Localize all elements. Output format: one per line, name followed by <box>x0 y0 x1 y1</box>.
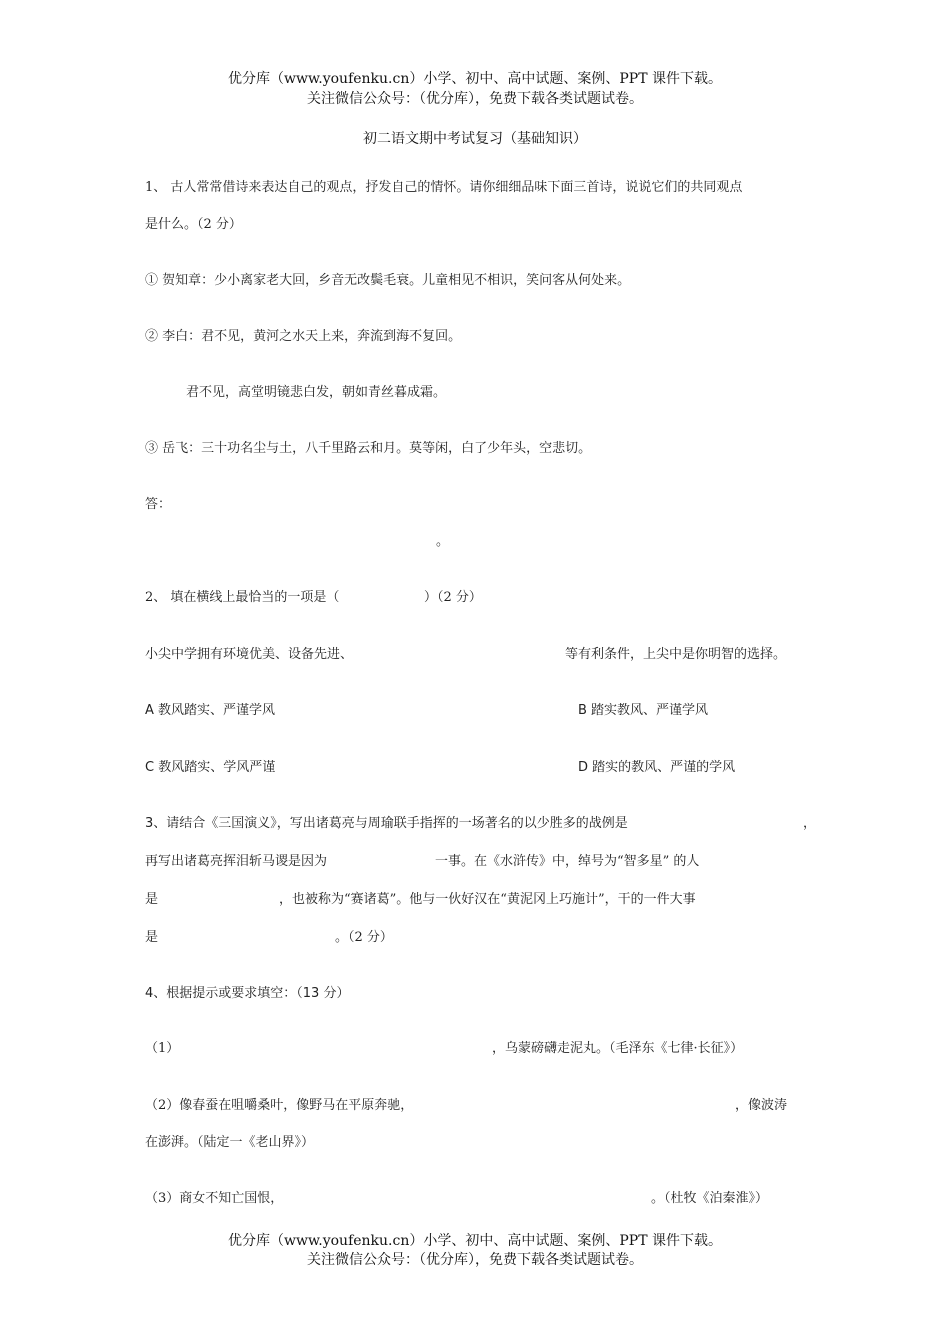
q4-item-2-start: （2）像春蚕在咀嚼桑叶，像野马在平原奔驰， <box>145 1098 414 1113</box>
q1-poem-2b: 君不见，高堂明镜悲白发，朝如青丝暮成霜。 <box>186 385 447 400</box>
header-line-1: 优分库（www.youfenku.cn）小学、初中、高中试题、案例、PPT 课件下载。 <box>227 71 722 87</box>
q2-sentence-start: 小尖中学拥有环境优美、设备先进、 <box>145 647 354 662</box>
q2-option-a: A 教风踏实、严谨学风 <box>145 703 276 718</box>
q3-line-4: 是 <box>145 930 159 945</box>
footer-line-1: 优分库（www.youfenku.cn）小学、初中、高中试题、案例、PPT 课件下载。 <box>227 1233 722 1249</box>
q3-line-1: 3、请结合《三国演义》，写出诸葛亮与周瑜联手指挥的一场著名的以少胜多的战例是 <box>145 816 628 831</box>
q4-item-1-text: ，乌蒙磅礴走泥丸。（毛泽东《七律·长征》） <box>492 1041 744 1056</box>
q2-sentence-end: 等有利条件，上尖中是你明智的选择。 <box>565 647 787 662</box>
q2-option-c: C 教风踏实、学风严谨 <box>145 760 276 775</box>
page-title: 初二语文期中考试复习（基础知识） <box>363 131 587 147</box>
q1-answer-end: 。 <box>436 534 450 549</box>
q4-item-2-mid: ，像波涛 <box>735 1098 788 1113</box>
q3-line-2: 再写出诸葛亮挥泪斩马谡是因为 <box>145 854 328 869</box>
q2-stem-end: ）（2 分） <box>424 590 482 605</box>
q1-stem-line-1: 1、 古人常常借诗来表达自己的观点，抒发自己的情怀。请你细细品味下面三首诗，说说它们的共同观点 <box>145 180 743 195</box>
q1-poem-1: ① 贺知章：少小离家老大回，乡音无改鬓毛衰。儿童相见不相识，笑问客从何处来。 <box>145 273 631 288</box>
q1-answer-label: 答： <box>145 497 172 512</box>
q1-stem-line-2: 是什么。（2 分） <box>145 217 242 232</box>
q3-line-1-end: ， <box>803 816 817 831</box>
q4-item-2-end: 在澎湃。（陆定一《老山界》） <box>145 1135 315 1150</box>
q3-line-3-end: ，也被称为“赛诸葛”。他与一伙好汉在“黄泥冈上巧施计”，干的一件大事 <box>279 892 696 907</box>
q4-item-3-end: 。（杜牧《泊秦淮》） <box>651 1191 769 1206</box>
footer-line-2: 关注微信公众号：（优分库），免费下载各类试题试卷。 <box>307 1252 643 1268</box>
q3-line-4-end: 。（2 分） <box>335 930 393 945</box>
q3-line-2-end: 一事。在《水浒传》中，绰号为“智多星” 的人 <box>435 854 700 869</box>
q4-item-1-label: （1） <box>145 1041 180 1056</box>
q4-stem: 4、根据提示或要求填空：（13 分） <box>145 986 350 1001</box>
q1-poem-3: ③ 岳飞：三十功名尘与土，八千里路云和月。莫等闲，白了少年头，空悲切。 <box>145 441 592 456</box>
q3-line-3: 是 <box>145 892 159 907</box>
q4-item-3-start: （3）商女不知亡国恨， <box>145 1191 284 1206</box>
q1-poem-2a: ② 李白：君不见，黄河之水天上来，奔流到海不复回。 <box>145 329 462 344</box>
q2-option-d: D 踏实的教风、严谨的学风 <box>578 760 736 775</box>
q2-option-b: B 踏实教风、严谨学风 <box>578 703 709 718</box>
q2-stem: 2、 填在横线上最恰当的一项是（ <box>145 590 340 605</box>
header-line-2: 关注微信公众号：（优分库），免费下载各类试题试卷。 <box>307 91 643 107</box>
